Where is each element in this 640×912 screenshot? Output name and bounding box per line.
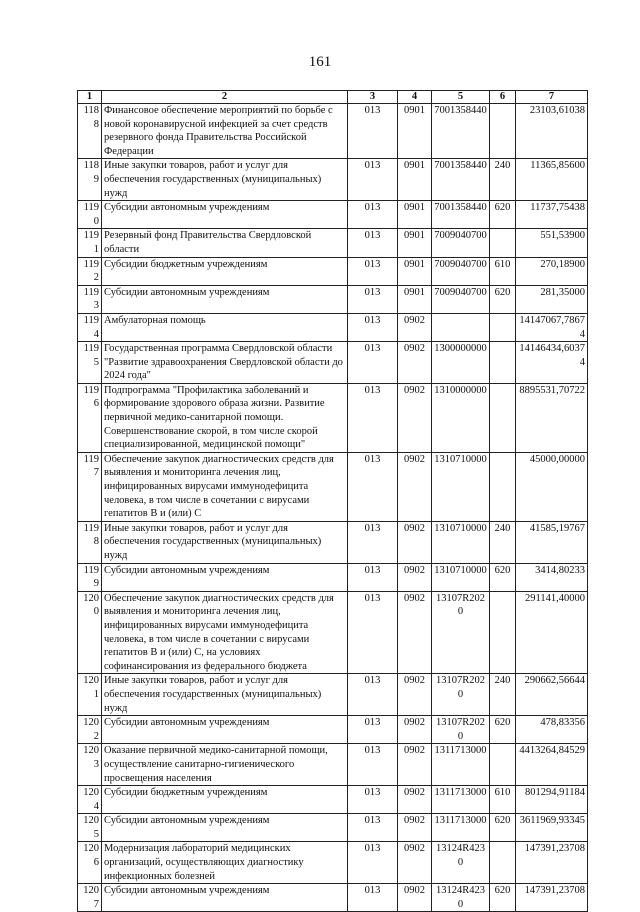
amount: 291141,40000: [516, 591, 588, 674]
section-code: 0902: [398, 814, 432, 842]
section-code: 0902: [398, 521, 432, 563]
amount: 41585,19767: [516, 521, 588, 563]
expense-type-code: [490, 313, 516, 341]
item-name: Резервный фонд Правительства Свердловской области: [102, 229, 348, 257]
section-code: 0902: [398, 674, 432, 716]
target-article-code: 7001358440: [432, 104, 490, 159]
target-article-code: 7001358440: [432, 201, 490, 229]
item-name: Подпрограмма "Профилактика заболеваний и формирование здорового образа жизни. Развитие первичной медико-санитарной помощи. Совершенствование скорой, в том числе скорой специализированной, медицинской помощи": [102, 383, 348, 452]
item-name: Финансовое обеспечение мероприятий по борьбе с новой коронавирусной инфекцией за счет средств резервного фонда Правительства Российской Федерации: [102, 104, 348, 159]
target-article-code: 1311713000: [432, 744, 490, 786]
item-name: Субсидии автономным учреждениям: [102, 201, 348, 229]
item-name: Субсидии бюджетным учреждениям: [102, 257, 348, 285]
row-number: 1206: [78, 842, 102, 884]
ministry-code: 013: [348, 521, 398, 563]
expense-type-code: [490, 104, 516, 159]
column-header: 6: [490, 91, 516, 104]
section-code: 0902: [398, 884, 432, 912]
amount: 11737,75438: [516, 201, 588, 229]
expense-type-code: [490, 383, 516, 452]
ministry-code: 013: [348, 104, 398, 159]
row-number: 1200: [78, 591, 102, 674]
table-row: [78, 201, 588, 229]
section-code: 0901: [398, 229, 432, 257]
table-row: [78, 285, 588, 313]
target-article-code: 1300000000: [432, 342, 490, 384]
section-code: 0902: [398, 591, 432, 674]
row-number: 1191: [78, 229, 102, 257]
row-number: 1190: [78, 201, 102, 229]
target-article-code: 7009040700: [432, 257, 490, 285]
row-number: 1193: [78, 285, 102, 313]
amount: 14146434,60374: [516, 342, 588, 384]
ministry-code: 013: [348, 674, 398, 716]
expense-type-code: 610: [490, 786, 516, 814]
row-number: 1194: [78, 313, 102, 341]
target-article-code: 1310710000: [432, 563, 490, 591]
expense-type-code: 620: [490, 884, 516, 912]
ministry-code: 013: [348, 744, 398, 786]
expense-type-code: 620: [490, 814, 516, 842]
ministry-code: 013: [348, 285, 398, 313]
ministry-code: 013: [348, 342, 398, 384]
column-header: 5: [432, 91, 490, 104]
ministry-code: 013: [348, 201, 398, 229]
table-row: [78, 521, 588, 563]
item-name: Государственная программа Свердловской области "Развитие здравоохранения Свердловской области до 2024 года": [102, 342, 348, 384]
target-article-code: 7009040700: [432, 285, 490, 313]
amount: 4413264,84529: [516, 744, 588, 786]
row-number: 1199: [78, 563, 102, 591]
amount: 551,53900: [516, 229, 588, 257]
expense-type-code: 610: [490, 257, 516, 285]
expense-type-code: 620: [490, 285, 516, 313]
target-article-code: 1310710000: [432, 521, 490, 563]
row-number: 1202: [78, 716, 102, 744]
table-row: [78, 591, 588, 674]
table-row: [78, 744, 588, 786]
table-header-row: [78, 91, 588, 104]
table-row: [78, 104, 588, 159]
table-row: [78, 313, 588, 341]
row-number: 1196: [78, 383, 102, 452]
table-row: [78, 814, 588, 842]
item-name: Модернизация лабораторий медицинских организаций, осуществляющих диагностику инфекционных болезней: [102, 842, 348, 884]
section-code: 0902: [398, 786, 432, 814]
row-number: 1201: [78, 674, 102, 716]
target-article-code: 1310000000: [432, 383, 490, 452]
amount: 14147067,78674: [516, 313, 588, 341]
row-number: 1195: [78, 342, 102, 384]
expense-type-code: 240: [490, 159, 516, 201]
item-name: Иные закупки товаров, работ и услуг для обеспечения государственных (муниципальных) нужд: [102, 159, 348, 201]
item-name: Субсидии автономным учреждениям: [102, 884, 348, 912]
expense-type-code: [490, 452, 516, 521]
expense-type-code: [490, 744, 516, 786]
amount: 290662,56644: [516, 674, 588, 716]
expense-type-code: 620: [490, 716, 516, 744]
column-header: 7: [516, 91, 588, 104]
section-code: 0901: [398, 104, 432, 159]
row-number: 1189: [78, 159, 102, 201]
item-name: Оказание первичной медико-санитарной помощи, осуществление санитарно-гигиенического просвещения населения: [102, 744, 348, 786]
target-article-code: [432, 313, 490, 341]
row-number: 1205: [78, 814, 102, 842]
section-code: 0901: [398, 159, 432, 201]
table-row: [78, 563, 588, 591]
table-row: [78, 842, 588, 884]
table-row: [78, 674, 588, 716]
amount: 3414,80233: [516, 563, 588, 591]
ministry-code: 013: [348, 814, 398, 842]
ministry-code: 013: [348, 229, 398, 257]
table-row: [78, 452, 588, 521]
ministry-code: 013: [348, 842, 398, 884]
amount: 3611969,93345: [516, 814, 588, 842]
amount: 23103,61038: [516, 104, 588, 159]
ministry-code: 013: [348, 884, 398, 912]
section-code: 0902: [398, 842, 432, 884]
section-code: 0901: [398, 201, 432, 229]
amount: 8895531,70722: [516, 383, 588, 452]
table-row: [78, 884, 588, 912]
target-article-code: 13124R4230: [432, 884, 490, 912]
amount: 45000,00000: [516, 452, 588, 521]
target-article-code: 1311713000: [432, 814, 490, 842]
expense-type-code: 620: [490, 563, 516, 591]
target-article-code: 7001358440: [432, 159, 490, 201]
item-name: Субсидии автономным учреждениям: [102, 285, 348, 313]
row-number: 1188: [78, 104, 102, 159]
expense-type-code: [490, 842, 516, 884]
amount: 11365,85600: [516, 159, 588, 201]
item-name: Обеспечение закупок диагностических средств для выявления и мониторинга лечения лиц, инфицированных вирусами иммунодефицита человека, в том числе в сочетании с вирусами гепатитов В и (или) С, на условиях софинансирования из федерального бюджета: [102, 591, 348, 674]
ministry-code: 013: [348, 591, 398, 674]
target-article-code: 13107R2020: [432, 674, 490, 716]
table-row: [78, 716, 588, 744]
target-article-code: 13107R2020: [432, 591, 490, 674]
column-header: 2: [102, 91, 348, 104]
expense-type-code: [490, 342, 516, 384]
table-row: [78, 786, 588, 814]
ministry-code: 013: [348, 159, 398, 201]
table-row: [78, 383, 588, 452]
item-name: Амбулаторная помощь: [102, 313, 348, 341]
row-number: 1207: [78, 884, 102, 912]
item-name: Иные закупки товаров, работ и услуг для обеспечения государственных (муниципальных) нужд: [102, 521, 348, 563]
section-code: 0902: [398, 744, 432, 786]
page-number: 161: [308, 54, 332, 70]
amount: 147391,23708: [516, 884, 588, 912]
budget-table: [77, 90, 588, 912]
item-name: Обеспечение закупок диагностических средств для выявления и мониторинга лечения лиц, инфицированных вирусами иммунодефицита человека, в том числе в сочетании с вирусами гепатитов В и (или) С: [102, 452, 348, 521]
expense-type-code: 620: [490, 201, 516, 229]
expense-type-code: 240: [490, 674, 516, 716]
target-article-code: 1311713000: [432, 786, 490, 814]
amount: 147391,23708: [516, 842, 588, 884]
section-code: 0901: [398, 285, 432, 313]
expense-type-code: 240: [490, 521, 516, 563]
section-code: 0902: [398, 342, 432, 384]
amount: 270,18900: [516, 257, 588, 285]
ministry-code: 013: [348, 257, 398, 285]
column-header: 1: [78, 91, 102, 104]
amount: 281,35000: [516, 285, 588, 313]
target-article-code: 13107R2020: [432, 716, 490, 744]
ministry-code: 013: [348, 716, 398, 744]
ministry-code: 013: [348, 452, 398, 521]
expense-type-code: [490, 229, 516, 257]
item-name: Субсидии автономным учреждениям: [102, 563, 348, 591]
row-number: 1192: [78, 257, 102, 285]
ministry-code: 013: [348, 313, 398, 341]
amount: 801294,91184: [516, 786, 588, 814]
row-number: 1198: [78, 521, 102, 563]
target-article-code: 7009040700: [432, 229, 490, 257]
section-code: 0902: [398, 452, 432, 521]
row-number: 1197: [78, 452, 102, 521]
section-code: 0901: [398, 257, 432, 285]
table-row: [78, 159, 588, 201]
item-name: Иные закупки товаров, работ и услуг для обеспечения государственных (муниципальных) нужд: [102, 674, 348, 716]
section-code: 0902: [398, 383, 432, 452]
item-name: Субсидии автономным учреждениям: [102, 716, 348, 744]
table-row: [78, 257, 588, 285]
row-number: 1203: [78, 744, 102, 786]
section-code: 0902: [398, 563, 432, 591]
ministry-code: 013: [348, 383, 398, 452]
section-code: 0902: [398, 716, 432, 744]
ministry-code: 013: [348, 563, 398, 591]
target-article-code: 13124R4230: [432, 842, 490, 884]
column-header: 3: [348, 91, 398, 104]
item-name: Субсидии автономным учреждениям: [102, 814, 348, 842]
table-body: [78, 104, 588, 912]
amount: 478,83356: [516, 716, 588, 744]
section-code: 0902: [398, 313, 432, 341]
row-number: 1204: [78, 786, 102, 814]
column-header: 4: [398, 91, 432, 104]
target-article-code: 1310710000: [432, 452, 490, 521]
table-row: [78, 229, 588, 257]
ministry-code: 013: [348, 786, 398, 814]
table-row: [78, 342, 588, 384]
expense-type-code: [490, 591, 516, 674]
item-name: Субсидии бюджетным учреждениям: [102, 786, 348, 814]
